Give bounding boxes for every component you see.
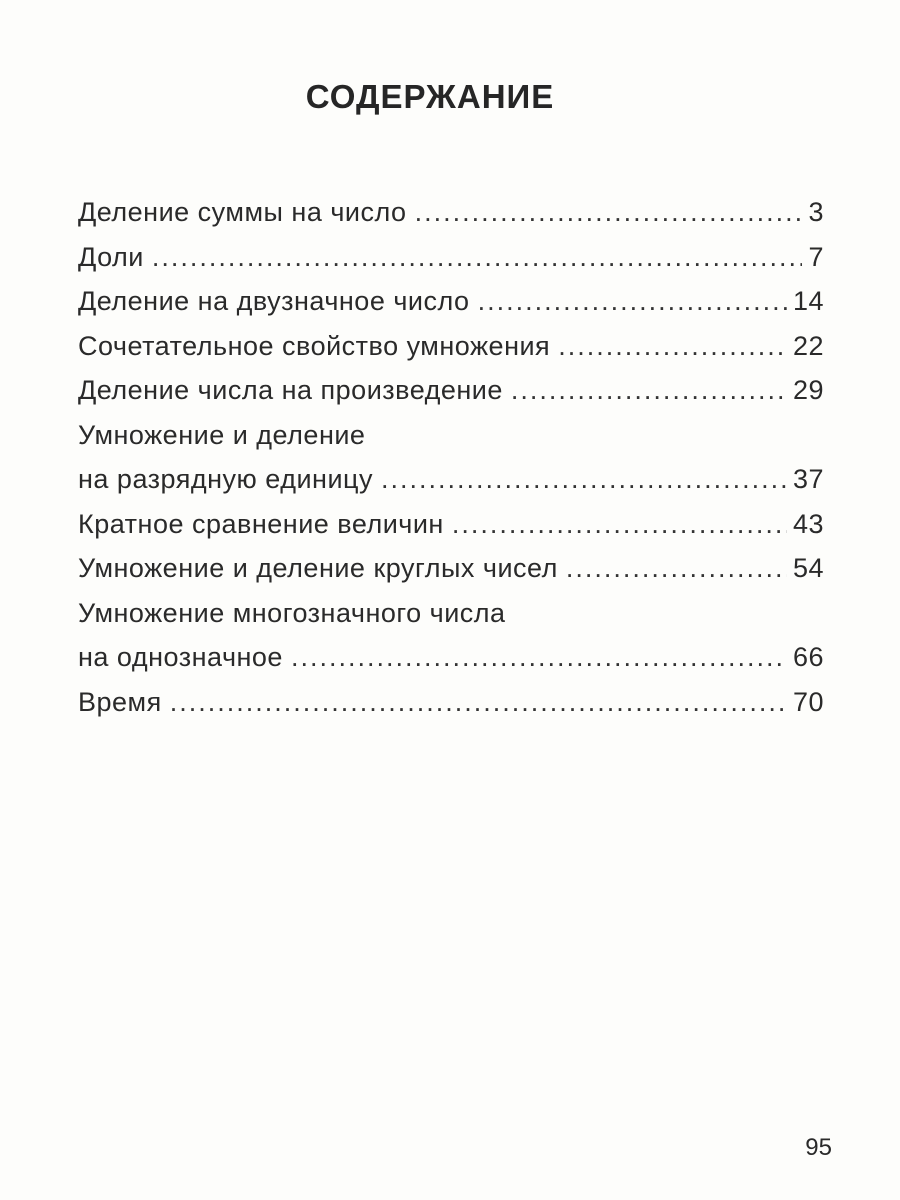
toc-entry-page: 66 <box>792 642 824 672</box>
dot-leader <box>381 457 787 502</box>
toc-entry-title: Деление суммы на число <box>78 197 407 227</box>
toc-entry-title-continued: на однозначное <box>78 642 283 672</box>
toc-entry-place-value-unit[interactable] <box>78 413 824 502</box>
toc-entry-multiple-comparison[interactable] <box>78 502 824 547</box>
toc-entry-round-numbers[interactable] <box>78 546 824 591</box>
toc-entry-associative-property[interactable] <box>78 324 824 369</box>
toc-entry-title: Умножение многозначного числа <box>78 597 506 628</box>
table-of-contents <box>78 190 824 724</box>
dot-leader <box>415 190 803 235</box>
dot-leader <box>511 368 787 413</box>
toc-entry-time[interactable] <box>78 680 824 725</box>
dot-leader <box>452 502 787 547</box>
toc-entry-title: Сочетательное свойство умножения <box>78 330 551 361</box>
toc-entry-page: 54 <box>792 553 824 583</box>
toc-entry-page: 29 <box>792 375 824 405</box>
dot-leader <box>170 680 787 725</box>
toc-entry-title: Умножение и деление <box>78 419 366 450</box>
dot-leader <box>291 635 787 680</box>
toc-entry-title: Время <box>78 686 162 717</box>
toc-entry-title-continued: на разрядную единицу <box>78 464 374 494</box>
toc-entry-two-digit-division[interactable] <box>78 279 824 324</box>
toc-entry-page: 43 <box>792 508 824 539</box>
toc-entry-page: 22 <box>792 330 824 361</box>
dot-leader <box>558 324 787 369</box>
toc-entry-title: Кратное сравнение величин <box>78 508 444 539</box>
page-number: 95 <box>805 1134 832 1161</box>
toc-entry-title: Деление на двузначное число <box>78 286 470 316</box>
dot-leader <box>152 235 803 280</box>
toc-entry-page: 3 <box>808 197 824 227</box>
toc-entry-page: 7 <box>808 241 824 272</box>
dot-leader <box>478 279 787 324</box>
toc-entry-page: 14 <box>792 286 824 316</box>
toc-entry-title: Умножение и деление круглых чисел <box>78 553 558 583</box>
toc-entry-title: Доли <box>78 241 144 272</box>
toc-entry-title: Деление числа на произведение <box>78 375 503 405</box>
toc-entry-division-by-product[interactable] <box>78 368 824 413</box>
toc-entry-page: 37 <box>792 464 824 494</box>
toc-entry-fractions[interactable] <box>78 235 824 280</box>
toc-entry-multidigit-multiplication[interactable] <box>78 591 824 680</box>
dot-leader <box>566 546 787 591</box>
toc-entry-page: 70 <box>792 686 824 717</box>
toc-entry-division-of-sum[interactable] <box>78 190 824 235</box>
page-title: СОДЕРЖАНИЕ <box>305 78 555 115</box>
